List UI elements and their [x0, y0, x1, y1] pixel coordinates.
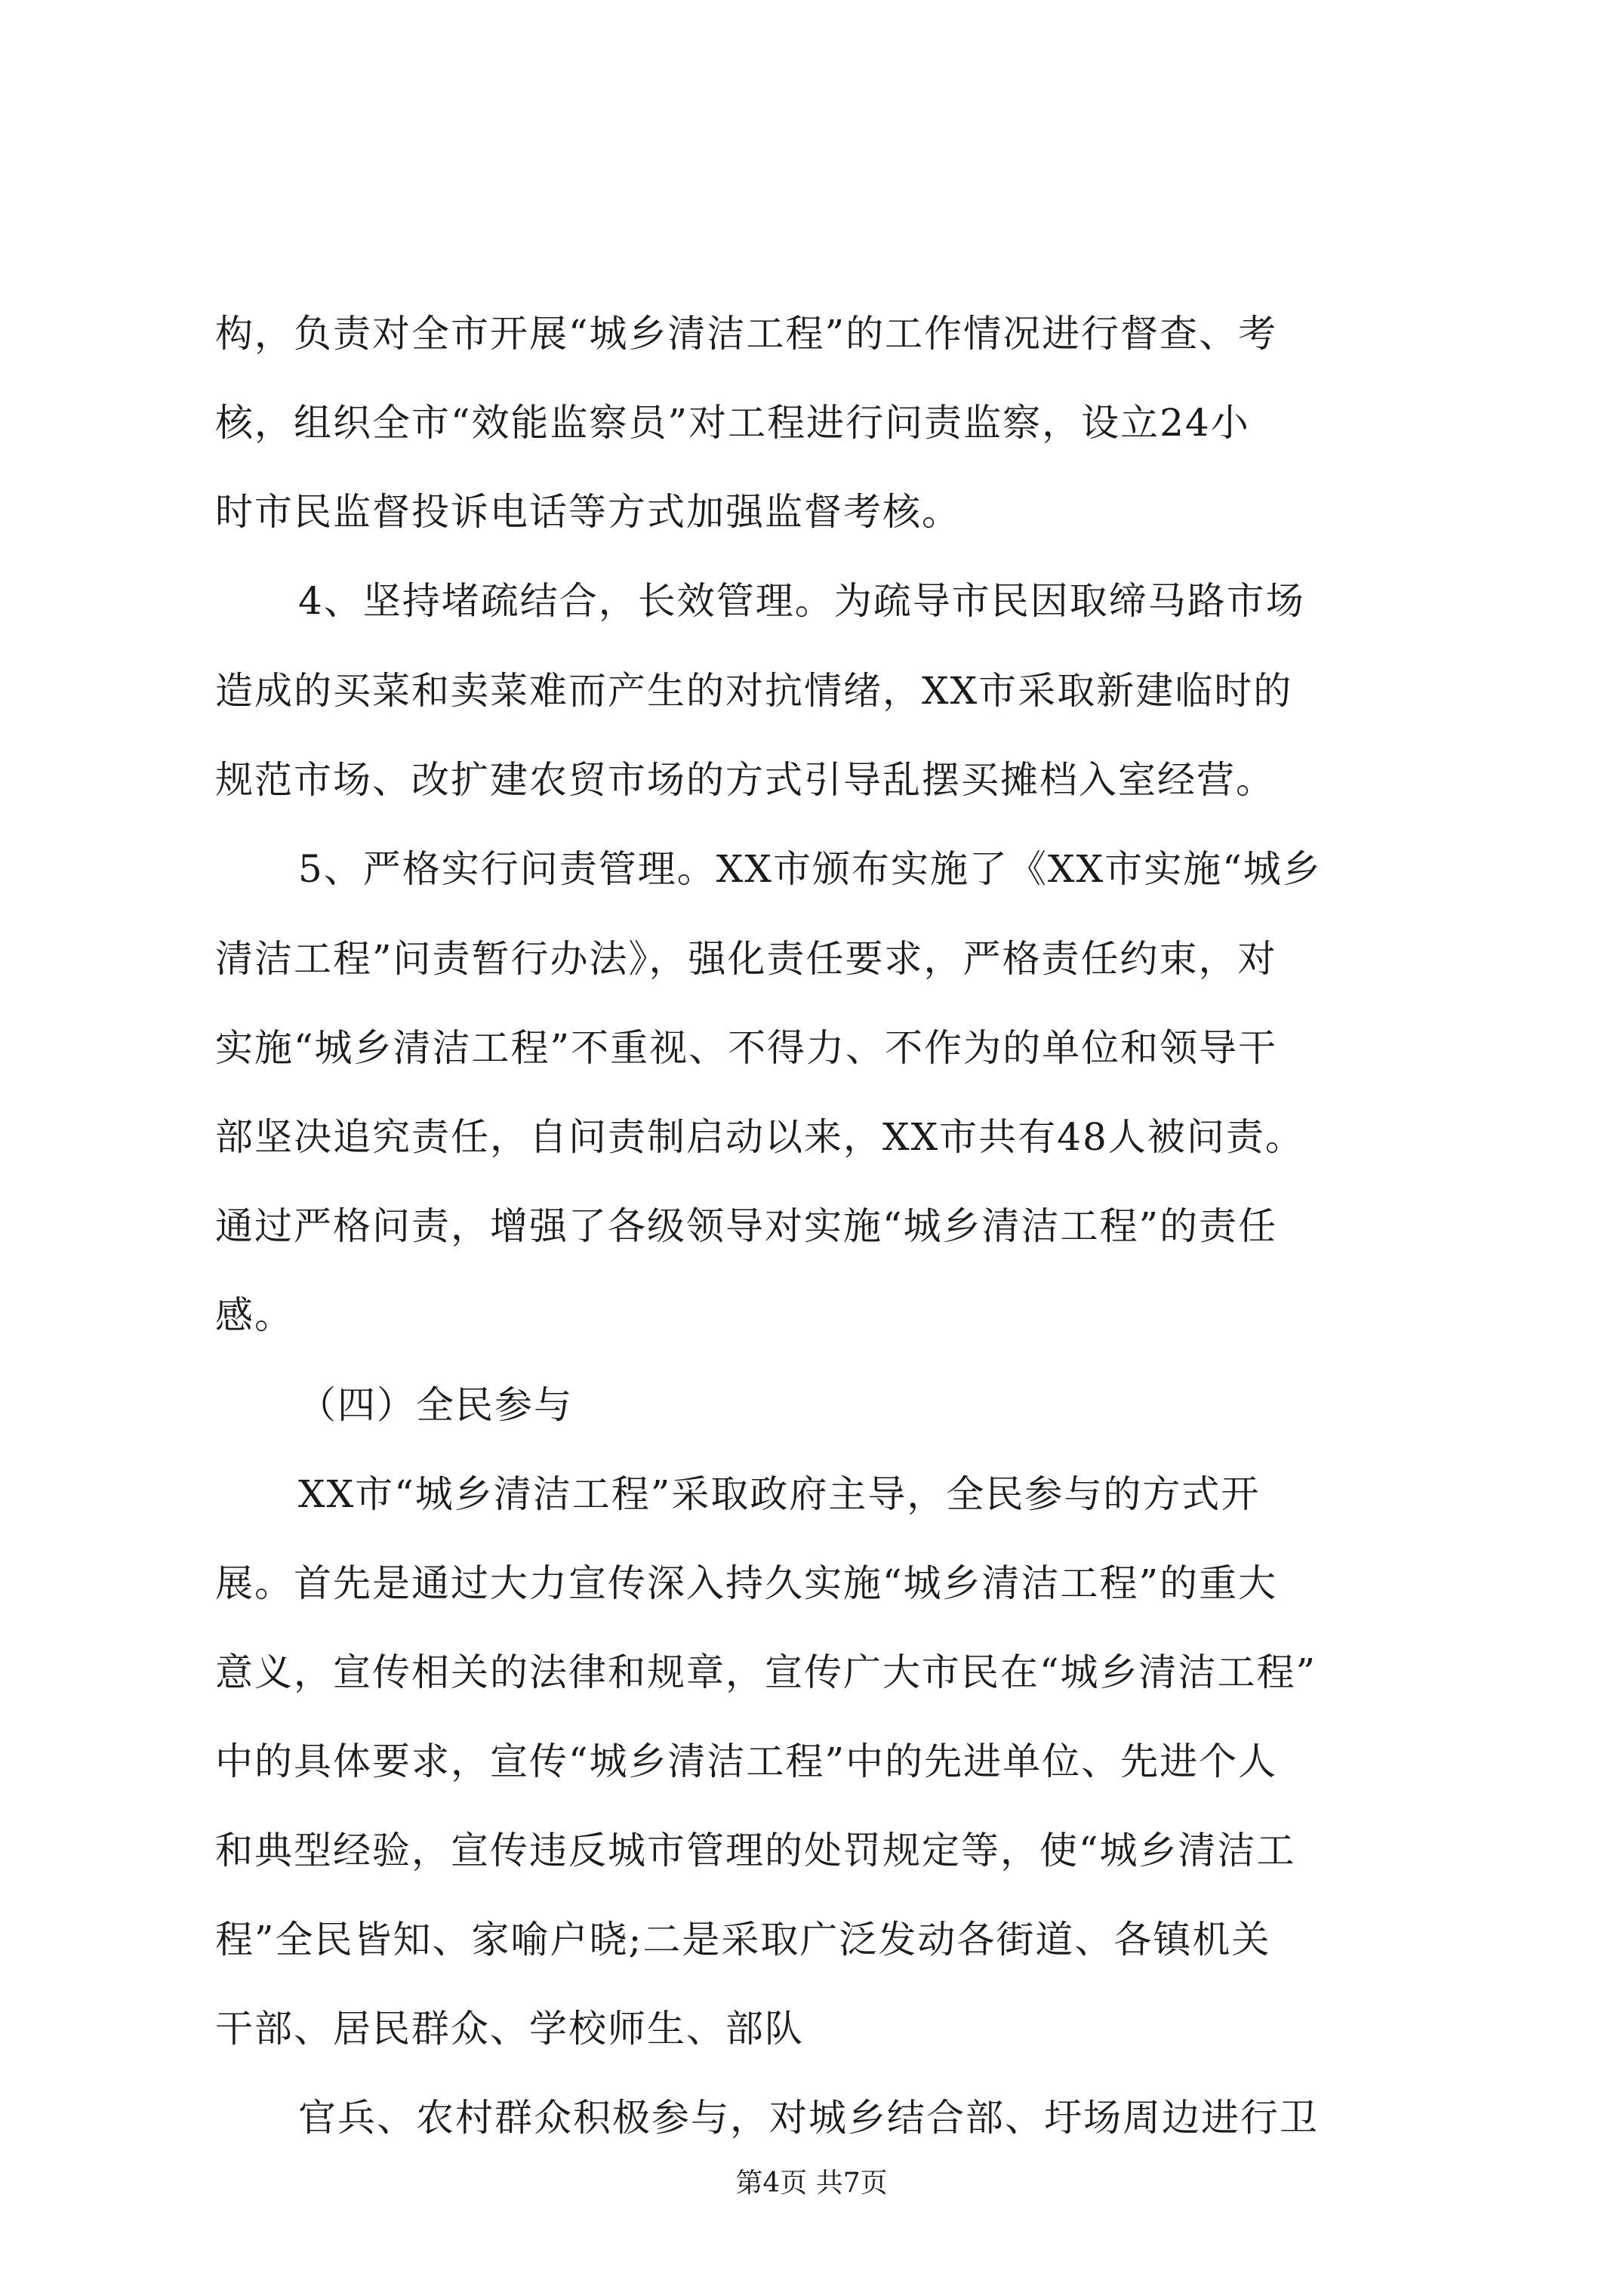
page-number-label: 第4页 共7页	[735, 2168, 888, 2199]
text-line: 4、坚持堵疏结合，长效管理。为疏导市民因取缔马路市场	[298, 579, 1305, 623]
text-line: 时市民监督投诉电话等方式加强监督考核。	[215, 490, 961, 534]
text-line: 造成的买菜和卖菜难而产生的对抗情绪，XX市采取新建临时的	[215, 669, 1293, 713]
text-line: 实施“城乡清洁工程”不重视、不得力、不作为的单位和领导干	[215, 1026, 1278, 1070]
text-line: 清洁工程”问责暂行办法》，强化责任要求，严格责任约束，对	[215, 937, 1277, 981]
text-line: 意义，宣传相关的法律和规章，宣传广大市民在“城乡清洁工程”	[215, 1650, 1317, 1694]
text-line: 官兵、农村群众积极参与，对城乡结合部、圩场周边进行卫	[298, 2096, 1319, 2140]
text-line: 核，组织全市“效能监察员”对工程进行问责监察，设立24小	[215, 401, 1250, 445]
section-heading: （四）全民参与	[298, 1383, 573, 1427]
text-line: 展。首先是通过大力宣传深入持久实施“城乡清洁工程”的重大	[215, 1561, 1278, 1605]
text-line: 干部、居民群众、学校师生、部队	[215, 2007, 804, 2051]
text-line: 通过严格问责，增强了各级领导对实施“城乡清洁工程”的责任	[215, 1204, 1278, 1248]
text-line: 和典型经验，宣传违反城市管理的处罚规定等，使“城乡清洁工	[215, 1829, 1296, 1872]
text-line: 规范市场、改扩建农贸市场的方式引导乱摆买摊档入室经营。	[215, 758, 1275, 802]
text-line: XX市“城乡清洁工程”采取政府主导，全民参与的方式开	[298, 1472, 1261, 1516]
text-line: 程”全民皆知、家喻户晓;二是采取广泛发动各街道、各镇机关	[215, 1918, 1271, 1962]
text-line: 5、严格实行问责管理。XX市颁布实施了《XX市实施“城乡	[298, 847, 1322, 891]
page-footer	[0, 2161, 1623, 2206]
text-line: 中的具体要求，宣传“城乡清洁工程”中的先进单位、先进个人	[215, 1740, 1278, 1783]
text-line: 部坚决追究责任，自问责制启动以来，XX市共有48人被问责。	[215, 1115, 1304, 1159]
text-line: 构，负责对全市开展“城乡清洁工程”的工作情况进行督查、考	[215, 312, 1278, 356]
text-line: 感。	[215, 1293, 294, 1337]
